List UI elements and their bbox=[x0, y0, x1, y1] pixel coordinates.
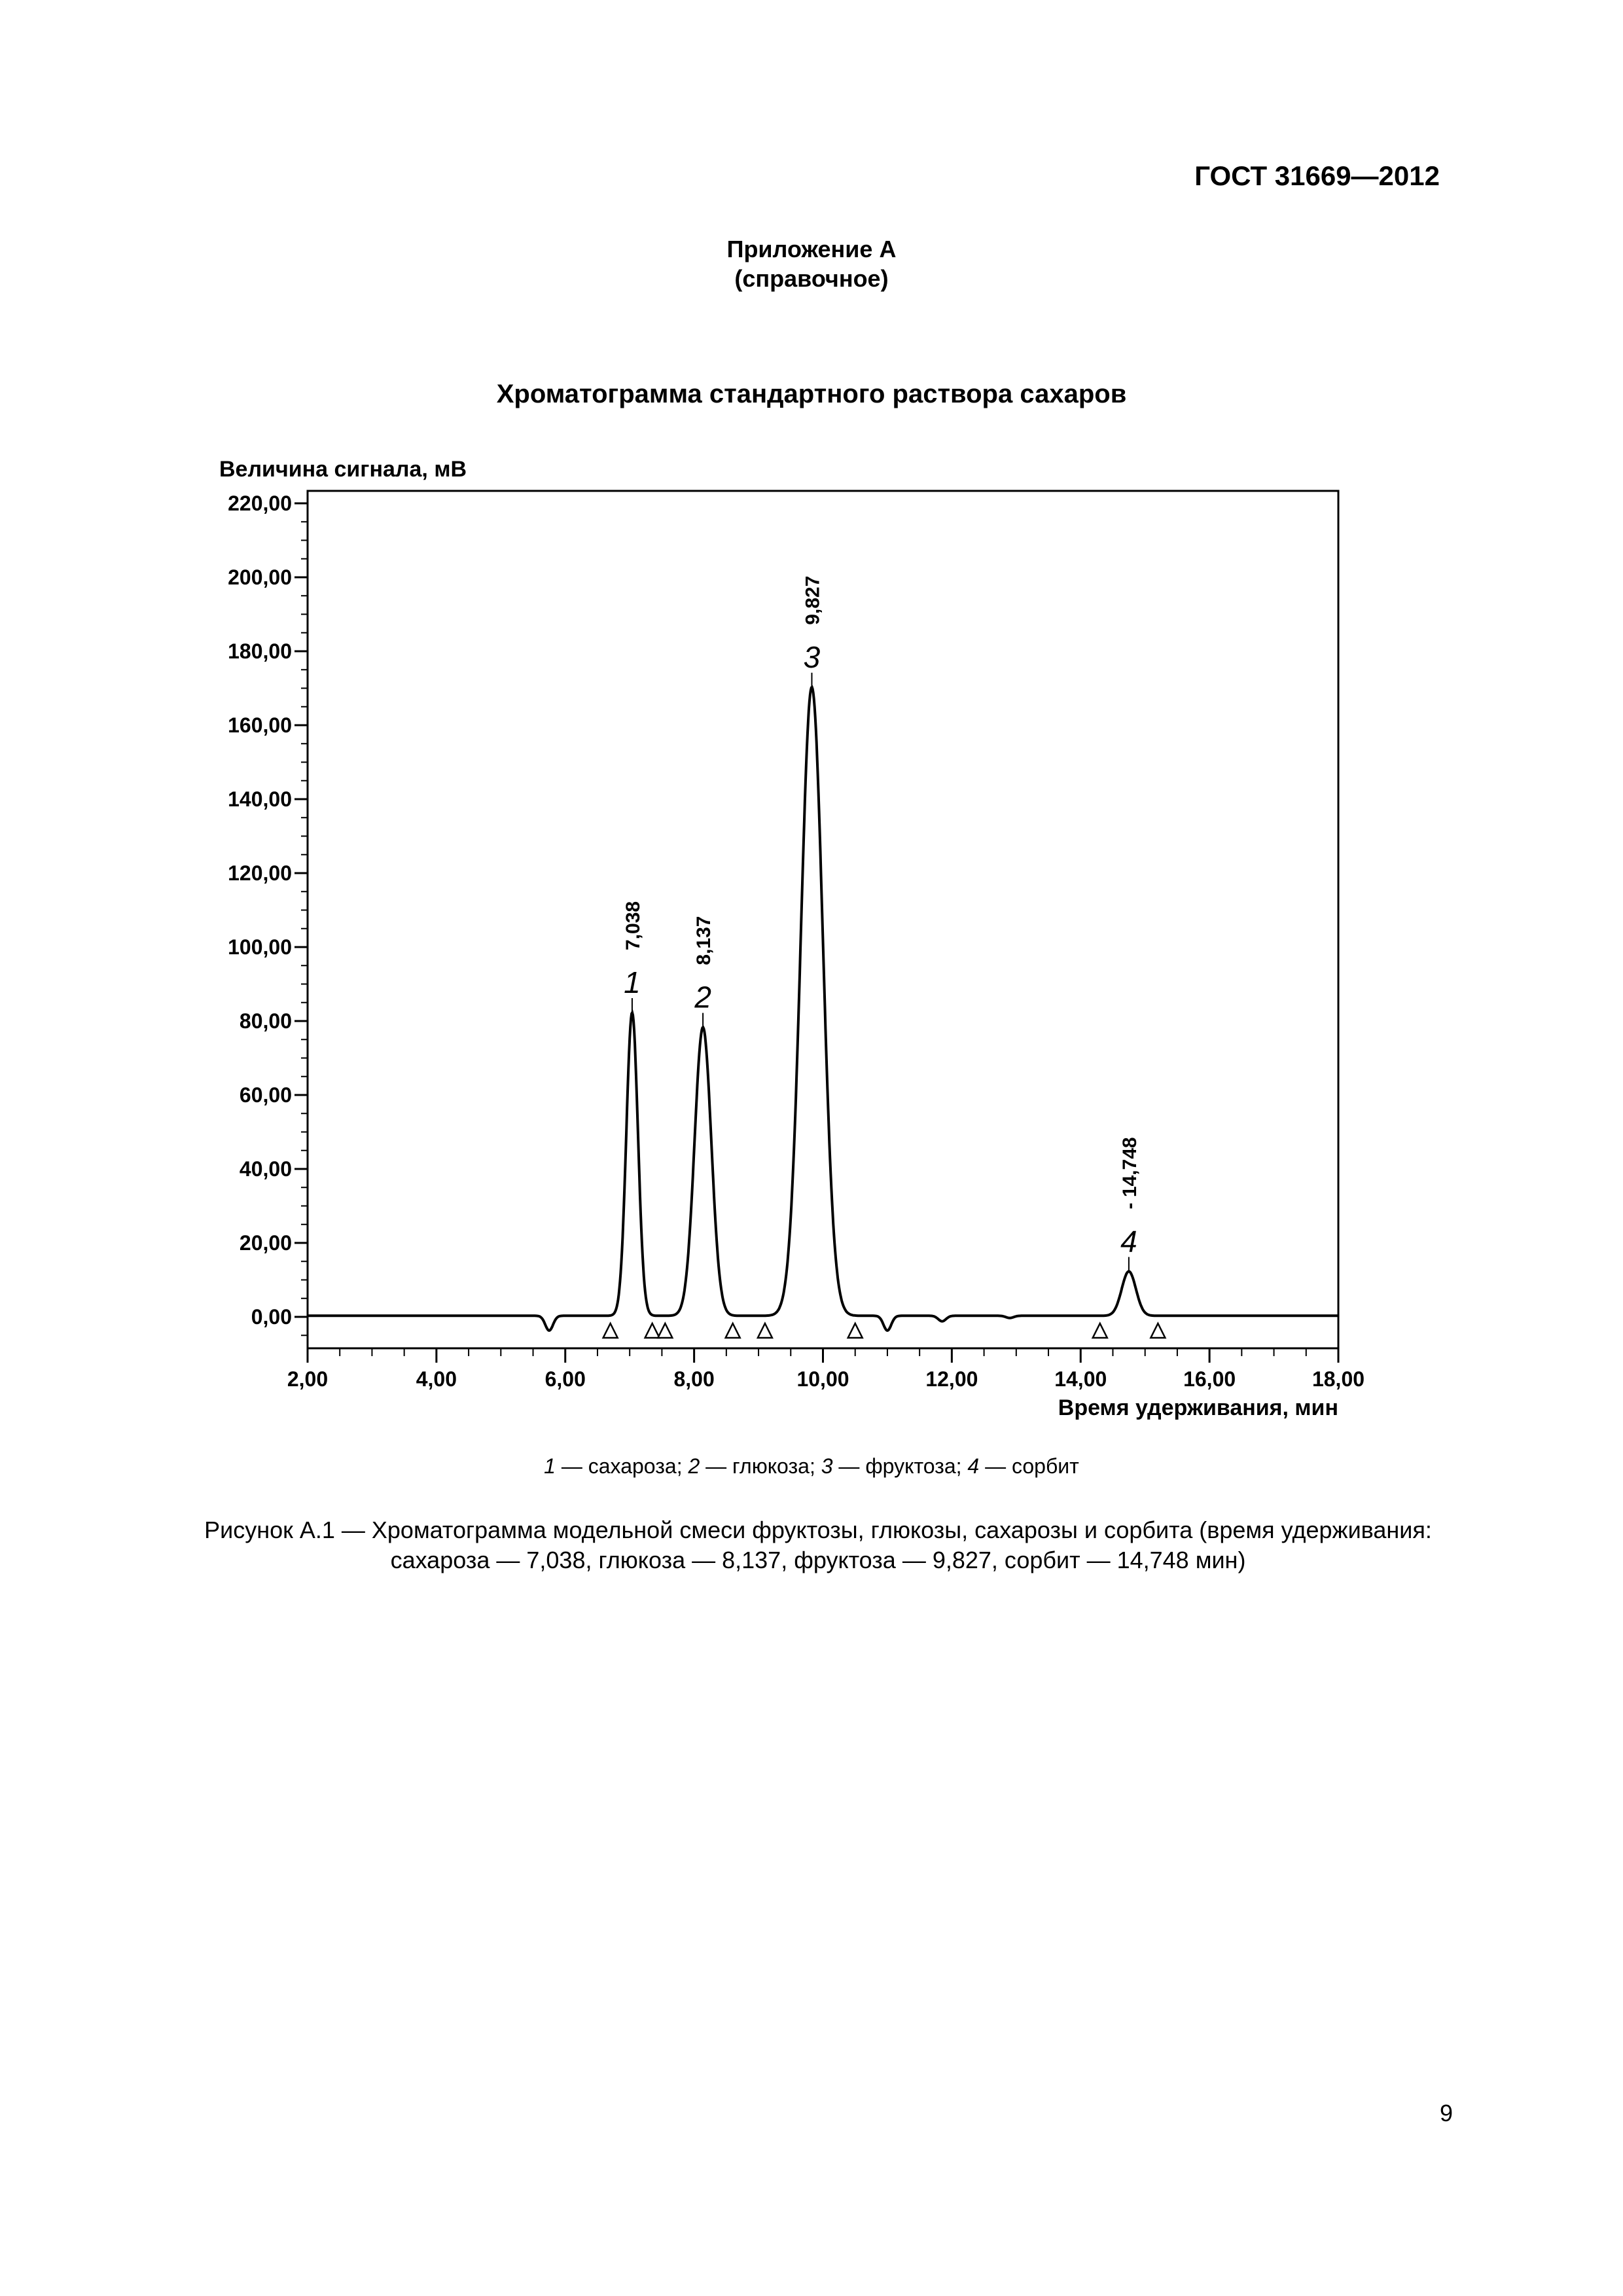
y-axis-label: Величина сигнала, мВ bbox=[219, 457, 467, 482]
legend bbox=[0, 1454, 1623, 1479]
x-tick-label: 4,00 bbox=[416, 1367, 457, 1391]
y-tick-label: 40,00 bbox=[239, 1157, 292, 1181]
baseline-marker bbox=[658, 1323, 672, 1338]
y-tick-label: 160,00 bbox=[228, 713, 292, 737]
peak-number: 2 bbox=[694, 980, 711, 1014]
x-tick-label: 18,00 bbox=[1311, 1367, 1365, 1391]
legend-number-4: 4 bbox=[967, 1454, 980, 1478]
standard-number: ГОСТ 31669—2012 bbox=[1194, 160, 1440, 191]
y-tick-label: 60,00 bbox=[239, 1083, 292, 1107]
legend-text-1: — сахароза; bbox=[555, 1454, 688, 1478]
y-tick-label: 0,00 bbox=[251, 1305, 292, 1329]
x-tick-label: 14,00 bbox=[1054, 1367, 1107, 1391]
annex-subtitle: (справочное) bbox=[734, 265, 889, 292]
baseline-marker bbox=[1093, 1323, 1107, 1338]
legend-number-2: 2 bbox=[688, 1454, 700, 1478]
peak-retention-label: - 14,748 bbox=[1118, 1137, 1141, 1210]
peak-number: 3 bbox=[803, 639, 821, 674]
annex-title: Приложение А bbox=[726, 236, 897, 262]
baseline-marker bbox=[848, 1323, 863, 1338]
x-tick-label: 8,00 bbox=[673, 1367, 715, 1391]
peak-retention-label: 9,827 bbox=[802, 575, 824, 625]
x-tick-label: 2,00 bbox=[287, 1367, 329, 1391]
peak-retention-label: 7,038 bbox=[622, 901, 644, 951]
x-axis-label: Время удерживания, мин bbox=[1058, 1395, 1338, 1420]
y-tick-label: 200,00 bbox=[228, 565, 292, 589]
figure-caption bbox=[131, 1515, 1505, 1575]
x-tick-label: 16,00 bbox=[1183, 1367, 1236, 1391]
caption-line-1: Рисунок А.1 — Хроматограмма модельной смеси фруктозы, глюкозы, сахарозы и сорбита (время удерживания: bbox=[204, 1516, 1432, 1543]
y-tick-label: 220,00 bbox=[228, 492, 292, 515]
legend-text-4: — сорбит bbox=[979, 1454, 1079, 1478]
signal-line bbox=[308, 687, 1338, 1331]
legend-number-1: 1 bbox=[544, 1454, 556, 1478]
legend-text-2: — глюкоза; bbox=[700, 1454, 821, 1478]
x-tick-label: 6,00 bbox=[544, 1367, 586, 1391]
y-tick-label: 180,00 bbox=[228, 639, 292, 663]
x-tick-label: 10,00 bbox=[796, 1367, 849, 1391]
baseline-marker bbox=[1150, 1323, 1165, 1338]
y-tick-label: 140,00 bbox=[228, 787, 292, 811]
x-tick-label: 12,00 bbox=[925, 1367, 978, 1391]
y-tick-label: 100,00 bbox=[228, 935, 292, 959]
peak-number: 4 bbox=[1120, 1224, 1137, 1259]
baseline-marker bbox=[726, 1323, 740, 1338]
legend-text-3: — фруктоза; bbox=[832, 1454, 968, 1478]
peak-retention-label: 8,137 bbox=[693, 916, 715, 965]
peak-number: 1 bbox=[624, 965, 641, 1000]
baseline-marker bbox=[758, 1323, 772, 1338]
baseline-marker bbox=[645, 1323, 660, 1338]
baseline-marker bbox=[603, 1323, 618, 1338]
legend-number-3: 3 bbox=[821, 1454, 833, 1478]
figure-title: Хроматограмма стандартного раствора сахаров bbox=[496, 380, 1127, 408]
y-tick-label: 120,00 bbox=[228, 861, 292, 885]
page-number: 9 bbox=[1439, 2100, 1453, 2126]
caption-line-2: сахароза — 7,038, глюкоза — 8,137, фруктоза — 9,827, сорбит — 14,748 мин) bbox=[390, 1547, 1246, 1573]
y-tick-label: 80,00 bbox=[239, 1009, 292, 1033]
y-tick-label: 20,00 bbox=[239, 1231, 292, 1255]
